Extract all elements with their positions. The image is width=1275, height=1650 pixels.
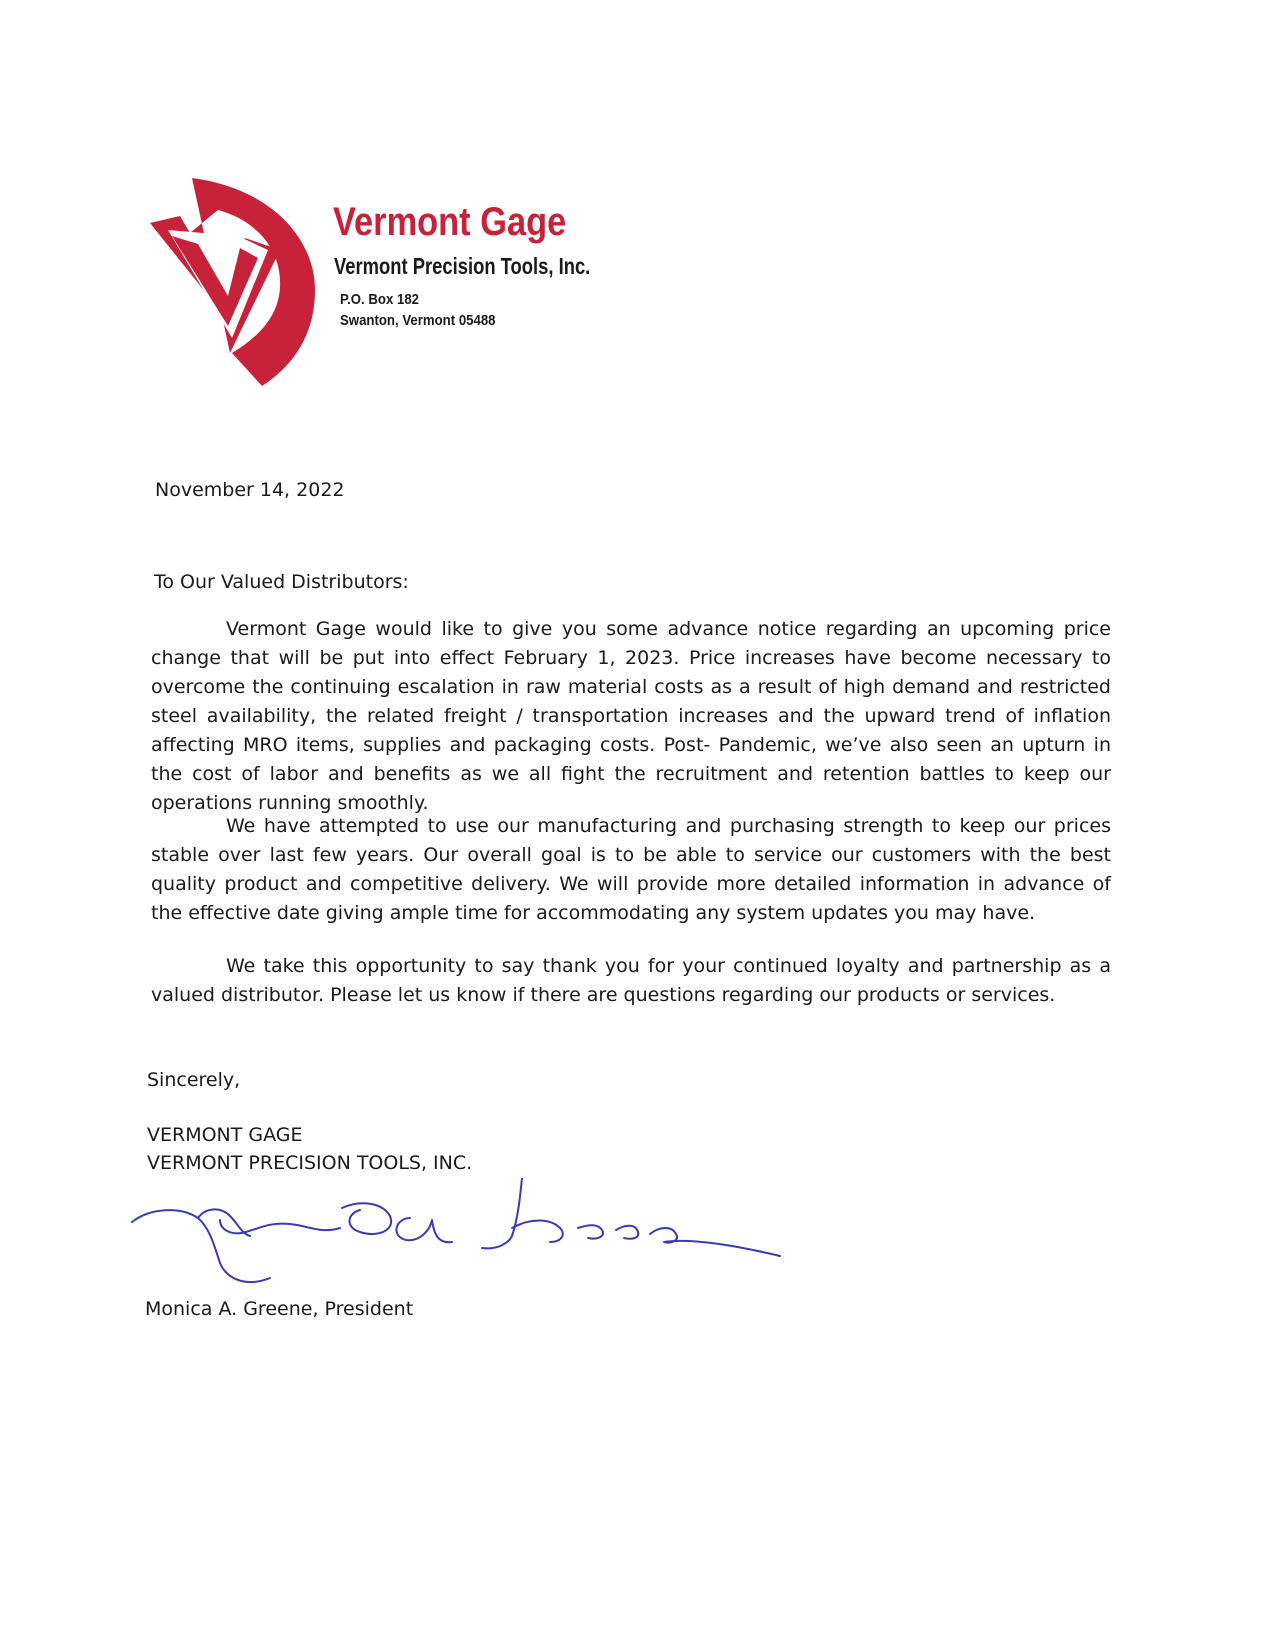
body-paragraph-1: Vermont Gage would like to give you some advance notice regarding an upcoming price change that will be put into effect February 1, 2023. Price increases have become necessary to overcome the continuing escalation in raw material costs as a result of high demand and restricted steel availability, the related freight / transportation increases and the upward trend of inflation affecting MRO items, supplies and packaging costs. Post- Pandemic, we’ve also seen an upturn in the cost of labor and benefits as we all fight the recruitment and retention battles to keep our operations running smoothly.: [151, 618, 1111, 814]
body-paragraph-2: We have attempted to use our manufacturing and purchasing strength to keep our prices stable over last few years. Our overall goal is to be able to service our customers with the best quality product and competitive delivery. We will provide more detailed information in advance of the effective date giving ample time for accommodating any system updates you may have.: [151, 815, 1111, 924]
company-logo: [150, 178, 315, 386]
closing: Sincerely,: [147, 1069, 241, 1091]
handwritten-signature: [120, 1178, 810, 1298]
signature-company-line-1: VERMONT GAGE: [147, 1124, 303, 1146]
address-line-1: P.O. Box 182: [340, 291, 420, 308]
body-paragraph-3: We take this opportunity to say thank you for your continued loyalty and partnership as a valued distributor. Please let us know if there are questions regarding our products or services.: [151, 955, 1111, 1006]
signer-name-title: Monica A. Greene, President: [145, 1298, 414, 1320]
address-line-2: Swanton, Vermont 05488: [340, 312, 496, 329]
signature-company-line-2: VERMONT PRECISION TOOLS, INC.: [147, 1152, 473, 1174]
company-legal-name: Vermont Precision Tools, Inc.: [334, 253, 591, 279]
company-name: Vermont Gage: [333, 200, 567, 244]
salutation: To Our Valued Distributors:: [154, 571, 409, 593]
letter-date: November 14, 2022: [155, 479, 345, 501]
